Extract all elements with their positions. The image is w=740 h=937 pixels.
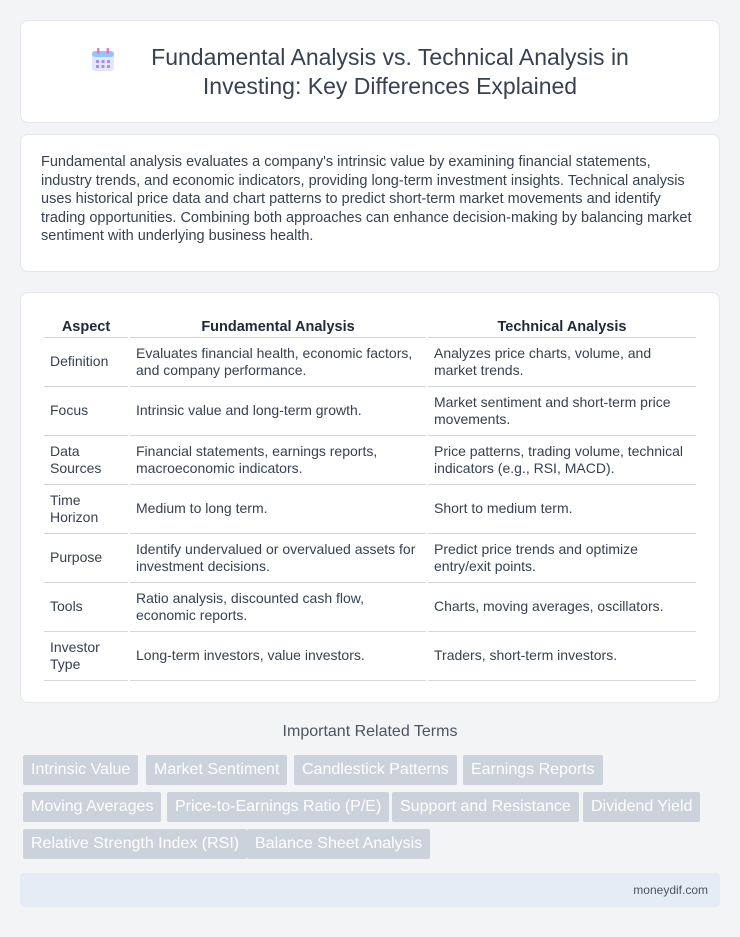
comparison-table <box>42 315 698 681</box>
cell-technical: Charts, moving averages, oscillators. <box>428 583 696 632</box>
table-row <box>44 387 696 436</box>
table-row <box>44 485 696 534</box>
calendar-icon <box>90 47 116 73</box>
summary-text: Fundamental analysis evaluates a company's intrinsic value by examining financial statements, industry trends, and economic indicators, providing long-term investment insights. Technical analysis uses historical price data and chart patterns to predict short-term market movements and identify trading opportunities. Combining both approaches can enhance decision-making by balancing market sentiment with underlying business health. <box>41 154 692 244</box>
page-title: Fundamental Analysis vs. Technical Analysis in Investing: Key Differences Explained <box>151 43 629 99</box>
table-header-row <box>44 315 696 338</box>
tag-candlestick-patterns[interactable]: Candlestick Patterns <box>294 755 457 785</box>
footer <box>20 873 720 907</box>
table-row <box>44 583 696 632</box>
related-terms-title: Important Related Terms <box>282 723 458 740</box>
cell-aspect: Definition <box>44 338 128 387</box>
cell-fundamental: Identify undervalued or overvalued assets for investment decisions. <box>130 534 426 583</box>
cell-fundamental: Medium to long term. <box>130 485 426 534</box>
cell-technical: Analyzes price charts, volume, and market trends. <box>428 338 696 387</box>
cell-technical: Traders, short-term investors. <box>428 632 696 681</box>
cell-aspect: Tools <box>44 583 128 632</box>
cell-fundamental: Ratio analysis, discounted cash flow, economic reports. <box>130 583 426 632</box>
cell-technical: Market sentiment and short-term price movements. <box>428 387 696 436</box>
header-technical: Technical Analysis <box>428 315 696 338</box>
cell-aspect: Time Horizon <box>44 485 128 534</box>
cell-fundamental: Financial statements, earnings reports, macroeconomic indicators. <box>130 436 426 485</box>
tag-support-resistance[interactable]: Support and Resistance <box>392 792 579 822</box>
cell-technical: Predict price trends and optimize entry/exit points. <box>428 534 696 583</box>
header-fundamental: Fundamental Analysis <box>130 315 426 338</box>
title-card <box>20 20 720 123</box>
tag-rsi[interactable]: Relative Strength Index (RSI) <box>23 829 247 859</box>
tag-moving-averages[interactable]: Moving Averages <box>23 792 161 822</box>
cell-aspect: Purpose <box>44 534 128 583</box>
cell-fundamental: Evaluates financial health, economic factors, and company performance. <box>130 338 426 387</box>
tag-market-sentiment[interactable]: Market Sentiment <box>146 755 287 785</box>
table-row <box>44 338 696 387</box>
cell-aspect: Data Sources <box>44 436 128 485</box>
table-row <box>44 436 696 485</box>
table-row <box>44 632 696 681</box>
tag-earnings-reports[interactable]: Earnings Reports <box>463 755 603 785</box>
cell-technical: Short to medium term. <box>428 485 696 534</box>
table-row <box>44 534 696 583</box>
tag-intrinsic-value[interactable]: Intrinsic Value <box>23 755 138 785</box>
cell-fundamental: Long-term investors, value investors. <box>130 632 426 681</box>
tag-pe-ratio[interactable]: Price-to-Earnings Ratio (P/E) <box>167 792 389 822</box>
tag-balance-sheet[interactable]: Balance Sheet Analysis <box>247 829 430 859</box>
summary-card <box>20 134 720 272</box>
cell-aspect: Focus <box>44 387 128 436</box>
cell-technical: Price patterns, trading volume, technical indicators (e.g., RSI, MACD). <box>428 436 696 485</box>
cell-fundamental: Intrinsic value and long-term growth. <box>130 387 426 436</box>
comparison-table-card <box>20 292 720 703</box>
tag-dividend-yield[interactable]: Dividend Yield <box>583 792 700 822</box>
footer-site[interactable]: moneydif.com <box>633 883 708 897</box>
header-aspect: Aspect <box>44 315 128 338</box>
cell-aspect: Investor Type <box>44 632 128 681</box>
